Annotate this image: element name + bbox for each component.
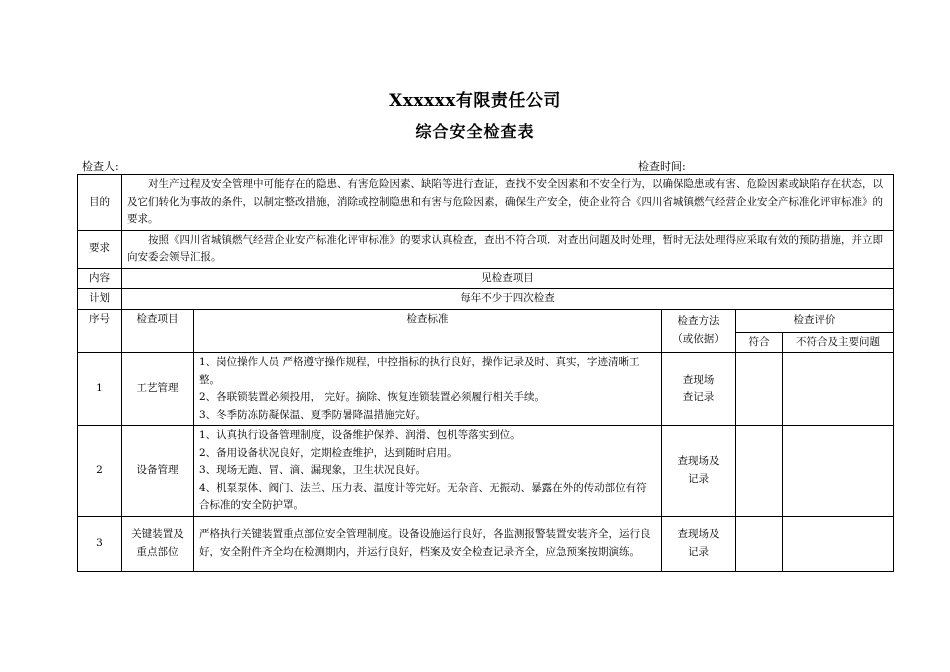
method-line: 记录 [688, 545, 709, 558]
row-method [662, 426, 736, 517]
requirement-text: 按照《四川省城镇燃气经营企业安产标准化评审标准》的要求认真检查，查出不符合项．对查出问题及时处理，暂时无法处理得应采取有效的预防措施，并立即向安委会领导汇报。 [122, 230, 894, 268]
purpose-row [78, 175, 894, 231]
method-line: 查现场 [682, 373, 715, 386]
standard-line: 3、冬季防冻防凝保温、夏季防暑降温措施完好。 [199, 408, 427, 421]
row-conform-cell[interactable] [736, 426, 783, 517]
col-method-line2: （或依据） [672, 332, 725, 345]
col-nonconform-header: 不符合及主要问题 [783, 332, 894, 353]
col-eval-header: 检查评价 [736, 309, 894, 332]
plan-label: 计划 [78, 289, 122, 310]
inspector-label: 检查人: [82, 160, 119, 173]
content-label: 内容 [78, 268, 122, 289]
row-issues-cell[interactable] [783, 353, 894, 426]
row-standards [194, 426, 662, 517]
purpose-label: 目的 [78, 175, 122, 231]
table-row [78, 516, 894, 571]
col-method-line1: 检查方法 [677, 315, 720, 328]
row-issues-cell[interactable] [783, 426, 894, 517]
content-row [78, 268, 894, 289]
column-header-row [78, 309, 894, 332]
row-no: 1 [78, 353, 122, 426]
col-standard-header: 检查标准 [194, 309, 662, 353]
row-conform-cell[interactable] [736, 353, 783, 426]
row-standards [194, 353, 662, 426]
standard-line: 3、现场无跑、冒、滴、漏现象，卫生状况良好。 [199, 464, 427, 476]
requirement-label: 要求 [78, 230, 122, 268]
row-item: 工艺管理 [122, 353, 194, 426]
purpose-text: 对生产过程及安全管理中可能存在的隐患、有害危险因素、缺陷等进行查证，查找不安全因素和不安全行为，以确保隐患或有害、危险因素或缺陷存在状态，以及它们转化为事故的条件，以制定整改措施，消除或控制隐患和有害与危险因素，确保生产安全，使企业符合《四川省城镇燃气经营企业安全产标准化评审标准》的要求。 [122, 175, 894, 231]
standard-line: 2、备用设备状况良好，定期检查维护，达到随时启用。 [199, 446, 458, 459]
method-line: 查现场及 [677, 528, 720, 540]
standard-line: 严格执行关键装置重点部位安全管理制度。设备设施运行良好，各监测报警装置安装齐全，运行良好，安全附件齐全均在检测期内，并运行良好，档案及安全检查记录齐全，应急预案按期演练。 [199, 528, 651, 558]
plan-text: 每年不少于四次检查 [122, 289, 894, 310]
inspection-time-label: 检查时间: [638, 160, 686, 173]
standard-line: 1、岗位操作人员 严格遵守操作规程，中控指标的执行良好，操作记录及时、真实，字迹清晰工整。 [199, 356, 640, 386]
standard-line: 4、机泵泵体、阀门、法兰、压力表、温度计等完好。无杂音、无振动、暴露在外的传动部位有符合标准的安全防护罩。 [199, 481, 647, 511]
row-no: 2 [78, 426, 122, 517]
col-conform-header: 符合 [736, 332, 783, 353]
plan-row [78, 289, 894, 310]
requirement-row [78, 230, 894, 268]
table-row [78, 353, 894, 426]
method-line: 记录 [688, 472, 709, 485]
col-method-header [662, 309, 736, 353]
method-line: 查记录 [682, 391, 715, 403]
row-method [662, 516, 736, 571]
row-no: 3 [78, 516, 122, 571]
row-issues-cell[interactable] [783, 516, 894, 571]
method-line: 查现场及 [677, 455, 720, 468]
safety-inspection-table [77, 174, 894, 572]
col-no-header: 序号 [78, 309, 122, 353]
form-title: 综合安全检查表 [415, 122, 535, 141]
row-conform-cell[interactable] [736, 516, 783, 571]
row-item: 关键装置及重点部位 [122, 516, 194, 571]
standard-line: 1、认真执行设备管理制度，设备维护保养、润滑、包机等落实到位。 [199, 429, 521, 441]
standard-line: 2、各联锁装置必须投用， 完好。摘除、恢复连锁装置必须履行相关手续。 [199, 391, 546, 403]
content-text: 见检查项目 [122, 268, 894, 289]
table-row [78, 426, 894, 517]
row-standards [194, 516, 662, 571]
row-item: 设备管理 [122, 426, 194, 517]
row-method [662, 353, 736, 426]
company-title: Xxxxxx有限责任公司 [389, 91, 561, 111]
col-item-header: 检查项目 [122, 309, 194, 353]
